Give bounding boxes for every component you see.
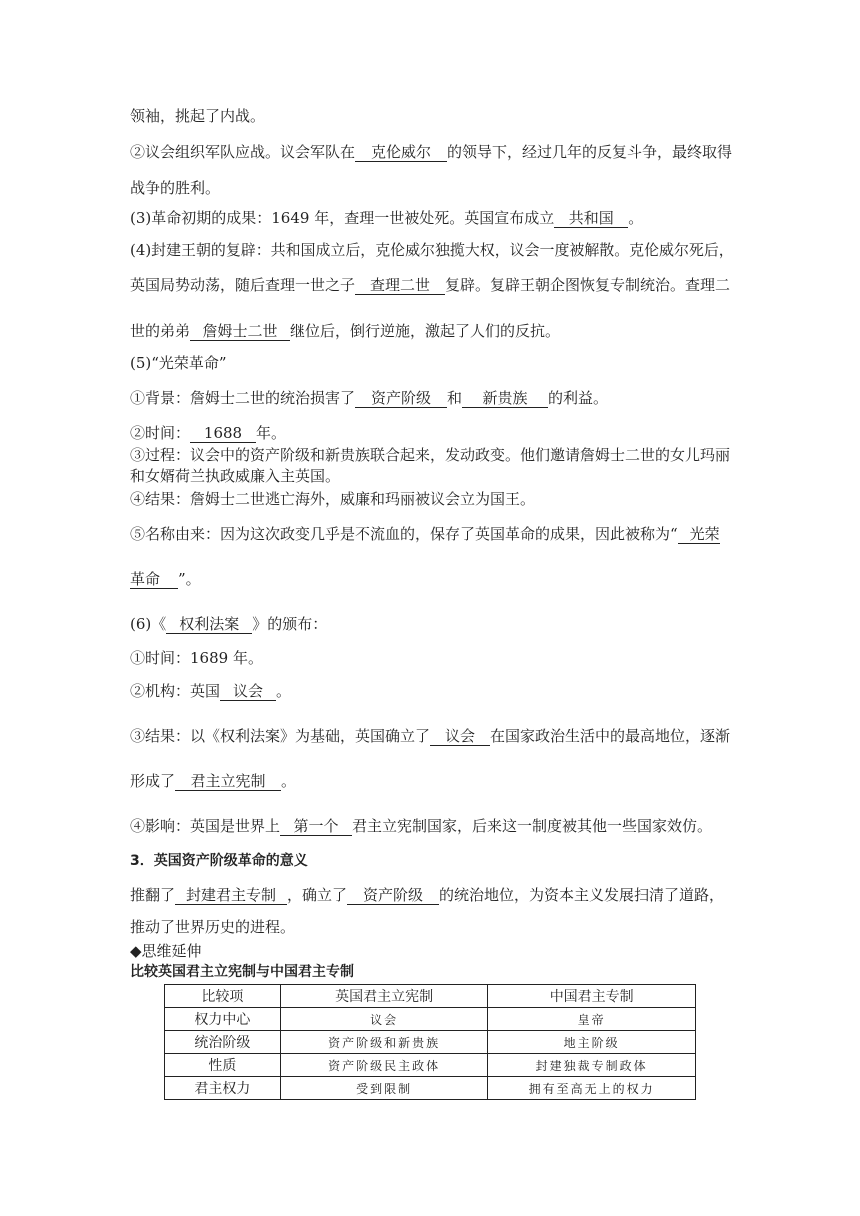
table-cell: 权力中心 <box>165 1008 281 1031</box>
fill-in-answer: 克伦威尔 <box>355 143 447 162</box>
text-line: (3)革命初期的成果：1649 年，查理一世被处死。英国宣布成立 共和国 。 <box>130 209 644 227</box>
table-row <box>165 1008 696 1031</box>
section-heading: (6)《 权利法案 》的颁布： <box>130 615 328 633</box>
fill-in-answer: 议会 <box>220 682 276 701</box>
fill-in-answer: 查理二世 <box>355 276 445 295</box>
text-line: ④影响：英国是世界上 第一个 君主立宪制国家，后来这一制度被其他一些国家效仿。 <box>130 817 713 835</box>
section-heading: (5)“光荣革命” <box>130 354 227 372</box>
text-line: ①时间：1689 年。 <box>130 649 263 667</box>
fill-in-answer: 1688 <box>190 424 256 443</box>
table-cell: 议会 <box>280 1008 488 1031</box>
table-cell: 受到限制 <box>280 1077 488 1100</box>
text-line: ②机构：英国 议会 。 <box>130 682 292 700</box>
fill-in-answer: 新贵族 <box>462 389 548 408</box>
table-caption: 比较英国君主立宪制与中国君主专制 <box>130 964 354 980</box>
text-line: 领袖，挑起了内战。 <box>130 107 266 125</box>
fill-in-answer: 第一个 <box>280 817 352 836</box>
text-line: ④结果：詹姆士二世逃亡海外，威廉和玛丽被议会立为国王。 <box>130 490 536 508</box>
text-line: ③结果：以《权利法案》为基础，英国确立了 议会 在国家政治生活中的最高地位，逐渐 <box>130 727 731 745</box>
text-line: 和女婿荷兰执政威廉入主英国。 <box>130 467 341 485</box>
table-header-cell: 中国君主专制 <box>488 985 696 1008</box>
fill-in-answer: 詹姆士二世 <box>190 322 290 341</box>
table-cell: 统治阶级 <box>165 1031 281 1054</box>
table-header-cell: 比较项 <box>165 985 281 1008</box>
fill-in-answer: 革命 <box>130 570 178 589</box>
text-line: ②议会组织军队应战。议会军队在 克伦威尔 的领导下，经过几年的反复斗争，最终取得 <box>130 143 733 161</box>
table-row <box>165 1077 696 1100</box>
table-cell: 地主阶级 <box>488 1031 696 1054</box>
fill-in-answer: 封建君主专制 <box>175 886 287 905</box>
table-cell: 资产阶级和新贵族 <box>280 1031 488 1054</box>
table-cell: 君主权力 <box>165 1077 281 1100</box>
fill-in-answer: 光荣 <box>678 525 720 544</box>
text-line: 推翻了 封建君主专制 ，确立了 资产阶级 的统治地位，为资本主义发展扫清了道路， <box>130 886 725 904</box>
text-line: 形成了 君主立宪制 。 <box>130 772 297 790</box>
table-cell: 资产阶级民主政体 <box>280 1054 488 1077</box>
text-line: 英国局势动荡，随后查理一世之子 查理二世 复辟。复辟王朝企图恢复专制统治。查理二 <box>130 276 731 294</box>
text-line: 革命 ”。 <box>130 570 201 588</box>
table-cell: 性质 <box>165 1054 281 1077</box>
fill-in-answer: 议会 <box>430 727 490 746</box>
text-line: 战争的胜利。 <box>130 179 221 197</box>
fill-in-answer: 权利法案 <box>166 615 252 634</box>
text-line: ③过程：议会中的资产阶级和新贵族联合起来，发动政变。他们邀请詹姆士二世的女儿玛丽 <box>130 446 731 464</box>
text-line: ⑤名称由来：因为这次政变几乎是不流血的，保存了英国革命的成果，因此被称为“ 光荣 <box>130 525 720 543</box>
table-header-row <box>165 985 696 1008</box>
table-row <box>165 1054 696 1077</box>
comparison-table <box>164 984 696 1100</box>
table-cell: 皇帝 <box>488 1008 696 1031</box>
fill-in-answer: 资产阶级 <box>347 886 439 905</box>
fill-in-answer: 共和国 <box>554 209 628 228</box>
table-cell: 封建独裁专制政体 <box>488 1054 696 1077</box>
section-heading: 3．英国资产阶级革命的意义 <box>130 853 308 869</box>
fill-in-answer: 君主立宪制 <box>175 772 281 791</box>
text-line: ①背景：詹姆士二世的统治损害了 资产阶级 和 新贵族 的利益。 <box>130 389 609 407</box>
text-line: 推动了世界历史的进程。 <box>130 918 296 936</box>
text-line: (4)封建王朝的复辟：共和国成立后，克伦威尔独揽大权，议会一度被解散。克伦威尔死后， <box>130 241 734 259</box>
subheading: ◆思维延伸 <box>130 942 202 960</box>
fill-in-answer: 资产阶级 <box>355 389 447 408</box>
table-header-cell: 英国君主立宪制 <box>280 985 488 1008</box>
text-line: ②时间： 1688 年。 <box>130 424 287 442</box>
text-line: 世的弟弟 詹姆士二世 继位后，倒行逆施，激起了人们的反抗。 <box>130 322 561 340</box>
table-row <box>165 1031 696 1054</box>
table-cell: 拥有至高无上的权力 <box>488 1077 696 1100</box>
